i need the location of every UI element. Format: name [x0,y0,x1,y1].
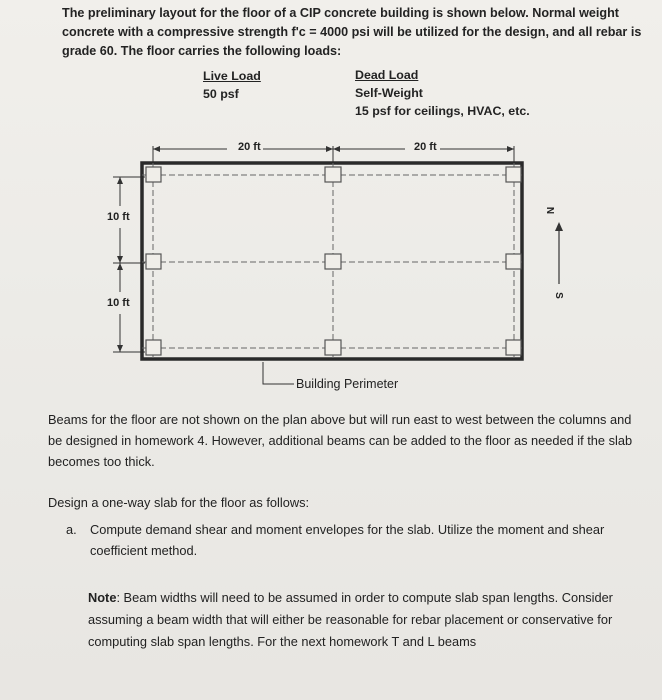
column [146,340,161,355]
left-dimension-line [113,177,145,352]
item-a [66,519,646,561]
beams-paragraph: Beams for the floor are not shown on the plan above but will run east to west between the columns and be designed in homework 4. However, additional beams can be added to the floor as needed if the slab becomes too thick. [48,412,633,469]
live-load-value: 50 psf [203,87,239,101]
intro-paragraph: The preliminary layout for the floor of a CIP concrete building is shown below. Normal weight concrete with a compressive strength f'c = 4000 psi will be utilized for the design, and all rebar is grade 60. The floor carries the following loads: [62,6,642,58]
column [506,254,521,269]
column [325,340,341,355]
note-paragraph [88,587,648,653]
span-label-east: 20 ft [414,141,437,153]
column [506,340,521,355]
live-load-header: Live Load [203,69,261,83]
item-a-text: Compute demand shear and moment envelopes for the slab. Utilize the moment and shear coefficient method. [90,522,605,558]
dead-load-header: Dead Load [355,68,419,82]
column [146,254,161,269]
column [325,254,341,269]
column [146,167,161,182]
column [325,167,341,182]
column [506,167,521,182]
span-label-west: 20 ft [238,141,261,153]
dead-load-item-self-weight: Self-Weight [355,86,423,100]
bay-label-north: 10 ft [107,211,130,223]
design-intro: Design a one-way slab for the floor as follows: [48,495,310,510]
note-text: : Beam widths will need to be assumed in order to compute slab span lengths. Consider assuming a beam width that will either be reasonable for rebar placement or conservative for computing slab span lengths. For the next homework T and L beams [88,590,613,649]
dead-load-item-ceilings: 15 psf for ceilings, HVAC, etc. [355,104,530,118]
item-a-label: a. [66,522,77,537]
perimeter-leader-line [263,362,294,384]
north-label: N [544,206,556,215]
note-label: Note [88,590,117,605]
bay-label-south: 10 ft [107,297,130,309]
building-perimeter-label: Building Perimeter [296,377,399,391]
south-label: S [552,292,564,299]
